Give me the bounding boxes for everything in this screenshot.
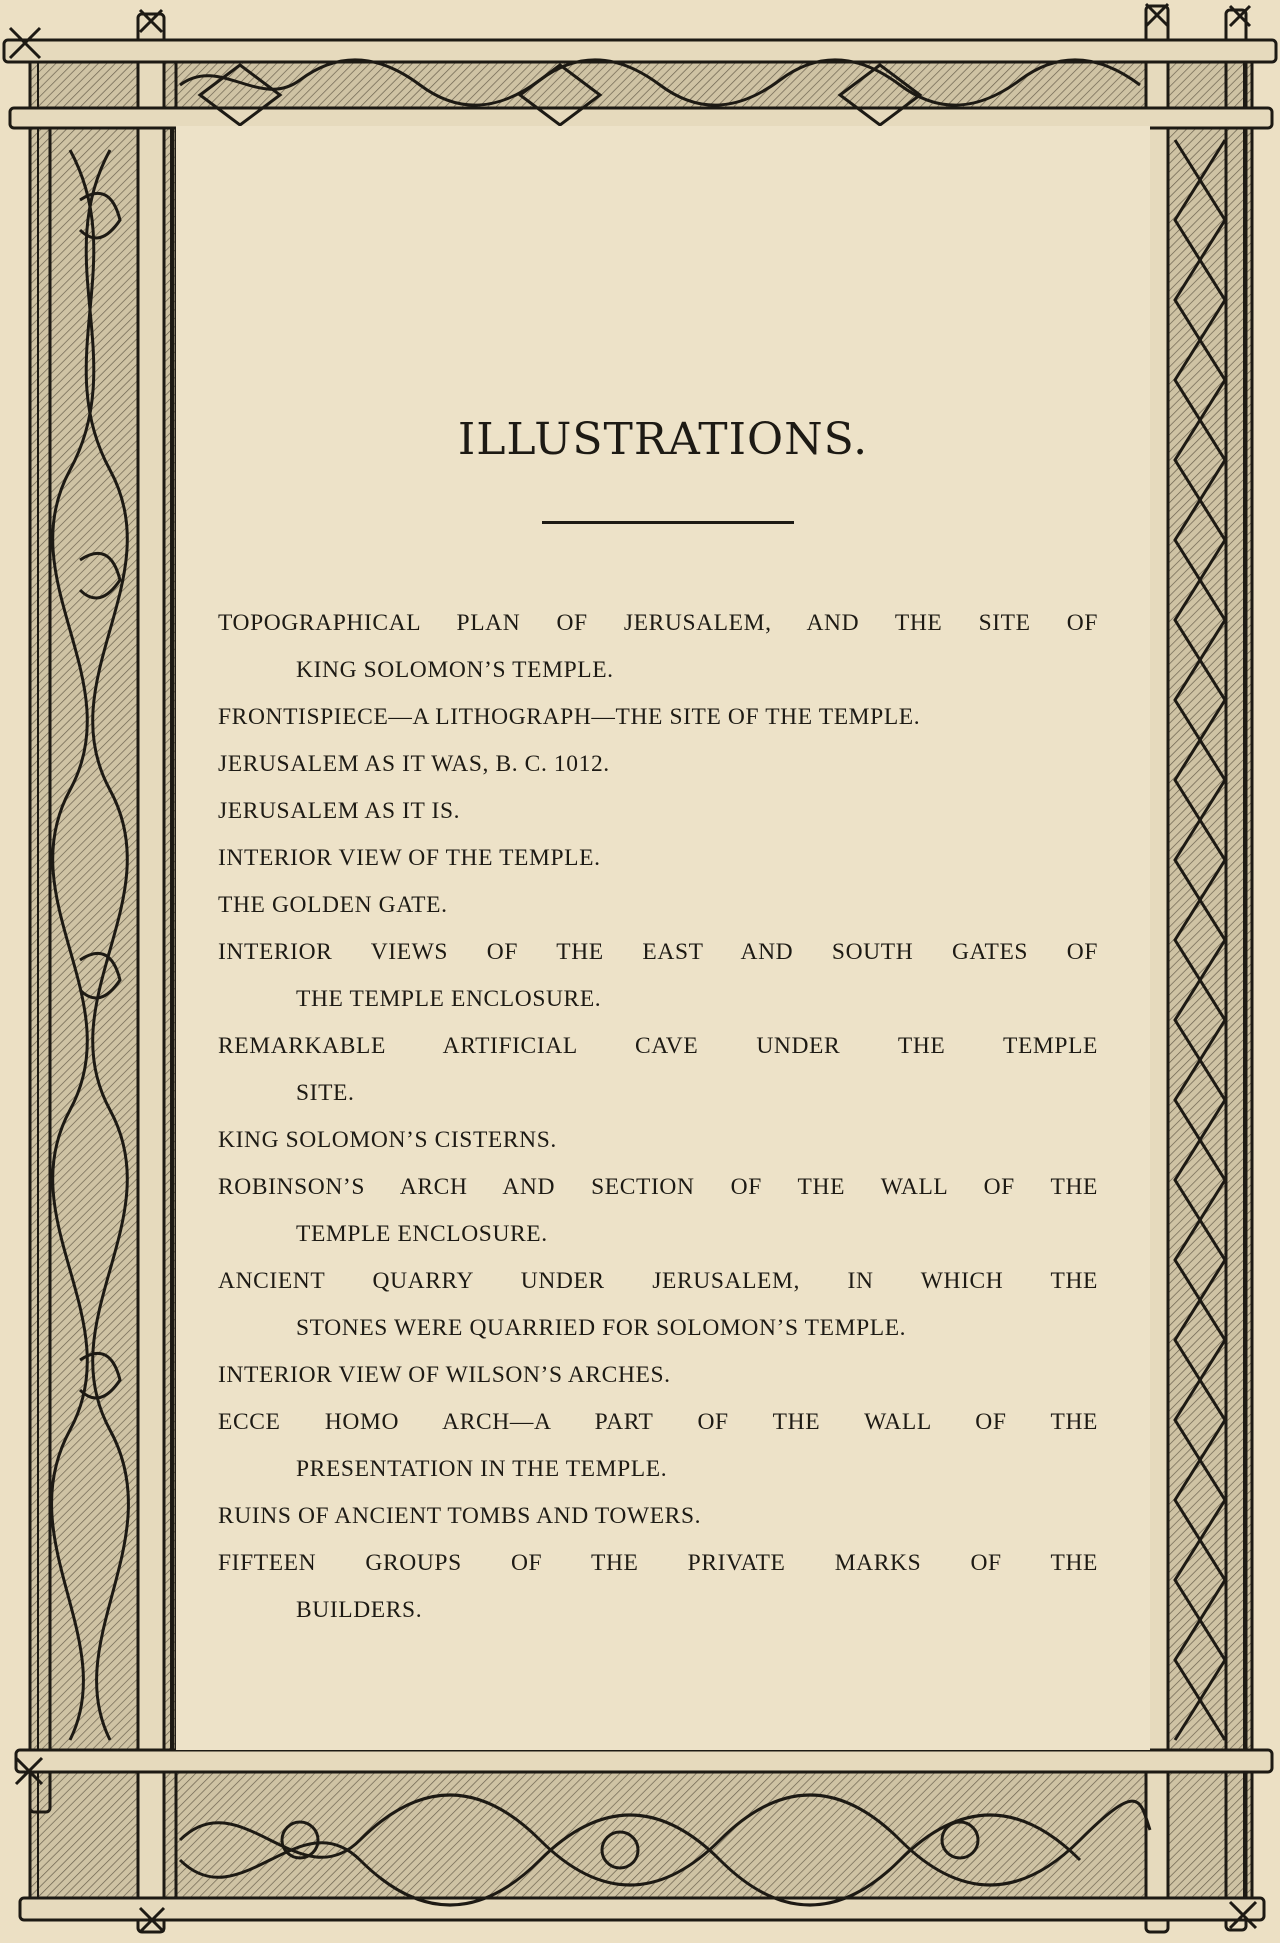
page-panel bbox=[176, 126, 1150, 1750]
illustration-entry-line: FIFTEEN GROUPS OF THE PRIVATE MARKS OF THE bbox=[218, 1550, 1098, 1576]
illustration-entry-line: TOPOGRAPHICAL PLAN OF JERUSALEM, AND THE SITE OF bbox=[218, 610, 1098, 636]
illustration-entry bbox=[218, 1164, 1098, 1258]
illustration-entry bbox=[218, 1258, 1098, 1352]
illustration-entry bbox=[218, 1023, 1098, 1117]
illustration-entry-line: ROBINSON’S ARCH AND SECTION OF THE WALL OF THE bbox=[218, 1174, 1098, 1200]
illustration-entry-line: FRONTISPIECE—A LITHOGRAPH—THE SITE OF THE TEMPLE. bbox=[218, 704, 921, 730]
illustration-entry-line: REMARKABLE ARTIFICIAL CAVE UNDER THE TEMPLE bbox=[218, 1033, 1098, 1059]
illustration-entry-continuation: PRESENTATION IN THE TEMPLE. bbox=[296, 1456, 668, 1482]
illustration-entry-continuation: THE TEMPLE ENCLOSURE. bbox=[296, 986, 602, 1012]
illustration-entry bbox=[218, 600, 1098, 694]
illustration-entry-line: ANCIENT QUARRY UNDER JERUSALEM, IN WHICH THE bbox=[218, 1268, 1098, 1294]
illustration-entry-line: JERUSALEM AS IT IS. bbox=[218, 798, 461, 824]
illustration-entry bbox=[218, 694, 1098, 741]
illustration-entry-line: THE GOLDEN GATE. bbox=[218, 892, 448, 918]
illustration-entry-line: INTERIOR VIEW OF THE TEMPLE. bbox=[218, 845, 601, 871]
illustration-entry bbox=[218, 835, 1098, 882]
illustration-entry-line: RUINS OF ANCIENT TOMBS AND TOWERS. bbox=[218, 1503, 702, 1529]
illustrations-list bbox=[218, 600, 1098, 1634]
illustration-entry-continuation: BUILDERS. bbox=[296, 1597, 423, 1623]
illustration-entry-line: ECCE HOMO ARCH—A PART OF THE WALL OF THE bbox=[218, 1409, 1098, 1435]
illustration-entry bbox=[218, 1493, 1098, 1540]
illustration-entry-line: INTERIOR VIEWS OF THE EAST AND SOUTH GATES OF bbox=[218, 939, 1098, 965]
illustration-entry bbox=[218, 882, 1098, 929]
illustration-entry bbox=[218, 1540, 1098, 1634]
illustration-entry-line: INTERIOR VIEW OF WILSON’S ARCHES. bbox=[218, 1362, 671, 1388]
illustration-entry bbox=[218, 741, 1098, 788]
illustration-entry-continuation: KING SOLOMON’S TEMPLE. bbox=[296, 657, 614, 683]
illustration-entry bbox=[218, 929, 1098, 1023]
illustration-entry-continuation: SITE. bbox=[296, 1080, 355, 1106]
illustration-entry bbox=[218, 1399, 1098, 1493]
illustration-entry-line: JERUSALEM AS IT WAS, B. C. 1012. bbox=[218, 751, 610, 777]
title-rule bbox=[542, 521, 794, 524]
illustration-entry bbox=[218, 788, 1098, 835]
illustration-entry-continuation: STONES WERE QUARRIED FOR SOLOMON’S TEMPLE. bbox=[296, 1315, 907, 1341]
illustration-entry-line: KING SOLOMON’S CISTERNS. bbox=[218, 1127, 557, 1153]
illustration-entry bbox=[218, 1352, 1098, 1399]
illustration-entry-continuation: TEMPLE ENCLOSURE. bbox=[296, 1221, 548, 1247]
illustration-entry bbox=[218, 1117, 1098, 1164]
page-title: ILLUSTRATIONS. bbox=[457, 414, 869, 465]
